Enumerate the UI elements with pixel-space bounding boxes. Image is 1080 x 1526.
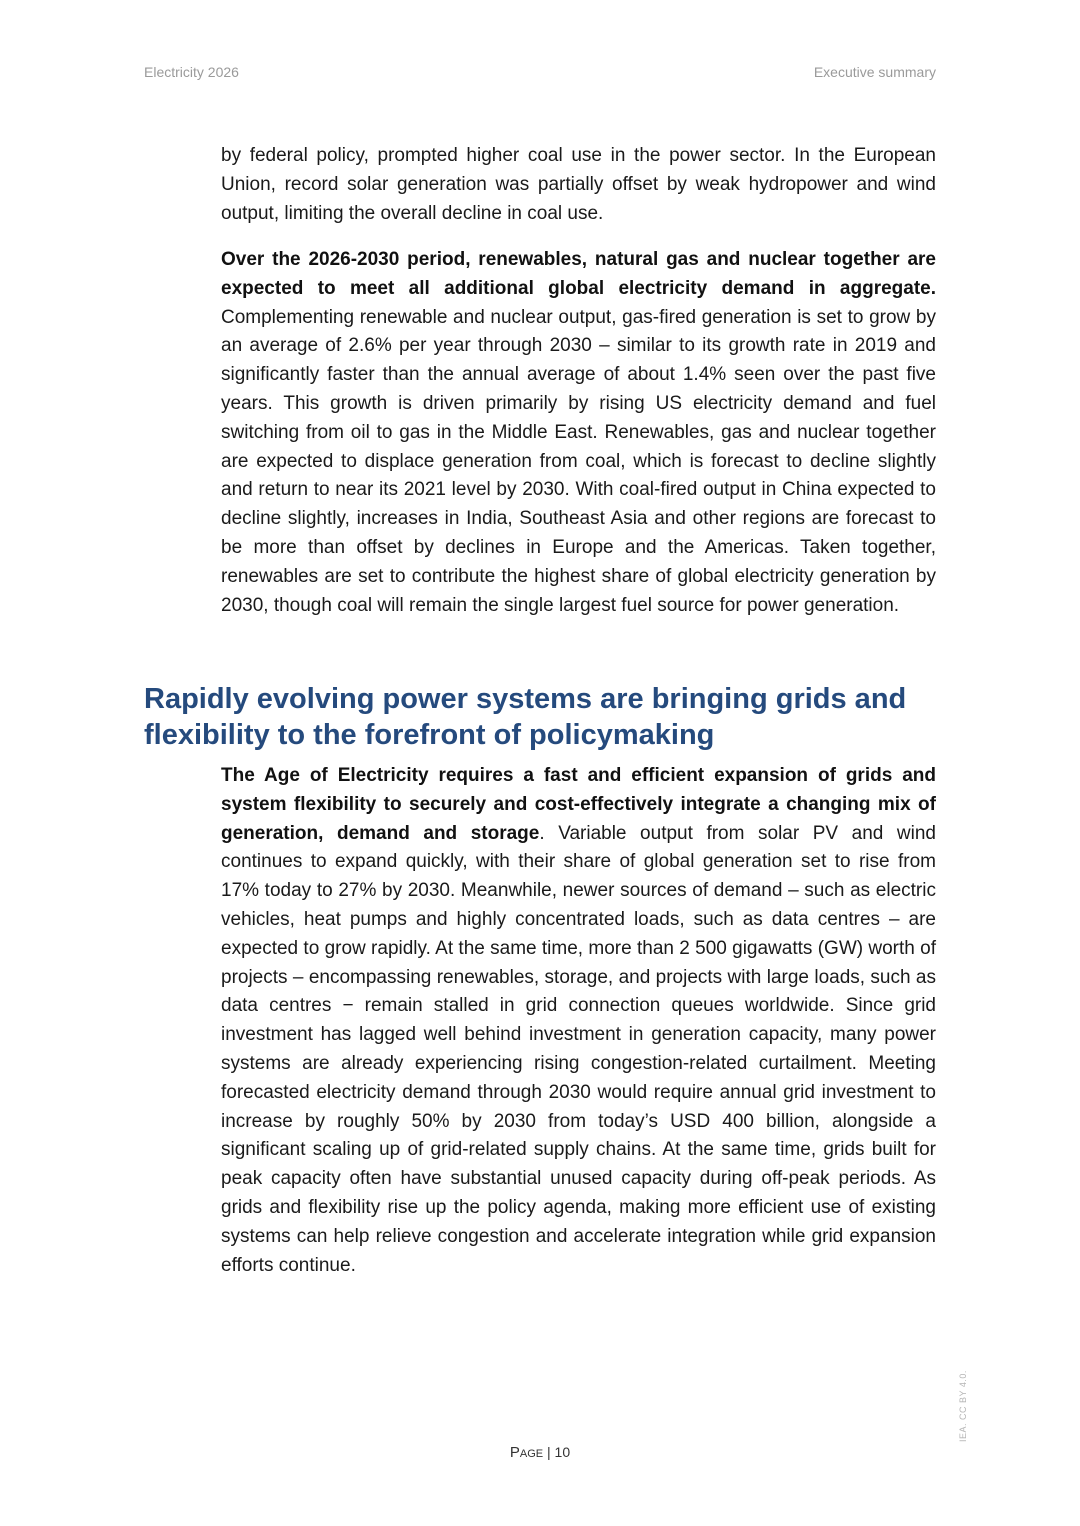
paragraph-lead-bold: The Age of Electricity requires a fast and efficient expansion of grids and system flexibility to securely and cost-effectively integrate a changing mix of generation, demand and storage [221, 765, 936, 844]
section-heading: Rapidly evolving power systems are bringing grids and flexibility to the forefront of policymaking [144, 683, 907, 751]
report-title: Electricity 2026 [144, 64, 239, 80]
paragraph-text: by federal policy, prompted higher coal use in the power sector. In the European Union, record solar generation was partially offset by weak hydropower and wind output, limiting the overall decline in coal use. [221, 145, 936, 224]
page-label: Page [509, 1444, 544, 1461]
paragraph-text: Complementing renewable and nuclear output, gas-fired generation is set to grow by an average of 2.6% per year through 2030 – similar to its growth rate in 2019 and significantly faster than the annual average of about 1.4% seen over the past five years. This growth is driven primarily by rising US electricity demand and fuel switching from oil to gas in the Middle East. Renewables, gas and nuclear together are expected to displace generation from coal, which is forecast to decline slightly and return to near its 2021 level by 2030. With coal-fired output in China expected to decline slightly, increases in India, Southeast Asia and other regions are forecast to be more than offset by declines in Europe and the Americas. Taken together, renewables are set to contribute the highest share of global electricity generation by 2030, though coal will remain the single largest fuel source for power generation. [221, 306, 936, 616]
page-number-value: 10 [554, 1444, 571, 1460]
paragraph-generation-outlook [221, 246, 936, 620]
paragraph-text: . Variable output from solar PV and wind continues to expand quickly, with their share of global generation set to rise from 17% today to 27% by 2030. Meanwhile, newer sources of demand – such as electric vehicles, heat pumps and highly concentrated loads, such as data centres – are expected to grow rapidly. At the same time, more than 2 500 gigawatts (GW) worth of projects – encompassing renewables, storage, and projects with large loads, such as data centres − remain stalled in grid connection queues worldwide. Since grid investment has lagged well behind investment in generation capacity, many power systems are already experiencing rising congestion-related curtailment. Meeting forecasted electricity demand through 2030 would require annual grid investment to increase by roughly 50% by 2030 from today’s USD 400 billion, alongside a significant scaling up of grid-related supply chains. At the same time, grids built for peak capacity often have substantial unused capacity during off-peak periods. As grids and flexibility rise up the policy agenda, making more efficient use of existing systems can help relieve congestion and accelerate integration while grid expansion efforts continue. [221, 822, 936, 1276]
chapter-title: Executive summary [813, 64, 936, 80]
page-separator: | [543, 1444, 555, 1460]
license-notice: IEA. CC BY 4.0. [958, 1370, 968, 1442]
page-number [0, 1444, 1080, 1461]
paragraph-grids-flexibility [221, 762, 936, 1280]
paragraph-continuation [221, 142, 936, 228]
paragraph-lead-bold: Over the 2026-2030 period, renewables, natural gas and nuclear together are expected to meet all additional global electricity demand in aggregate. [221, 249, 936, 299]
